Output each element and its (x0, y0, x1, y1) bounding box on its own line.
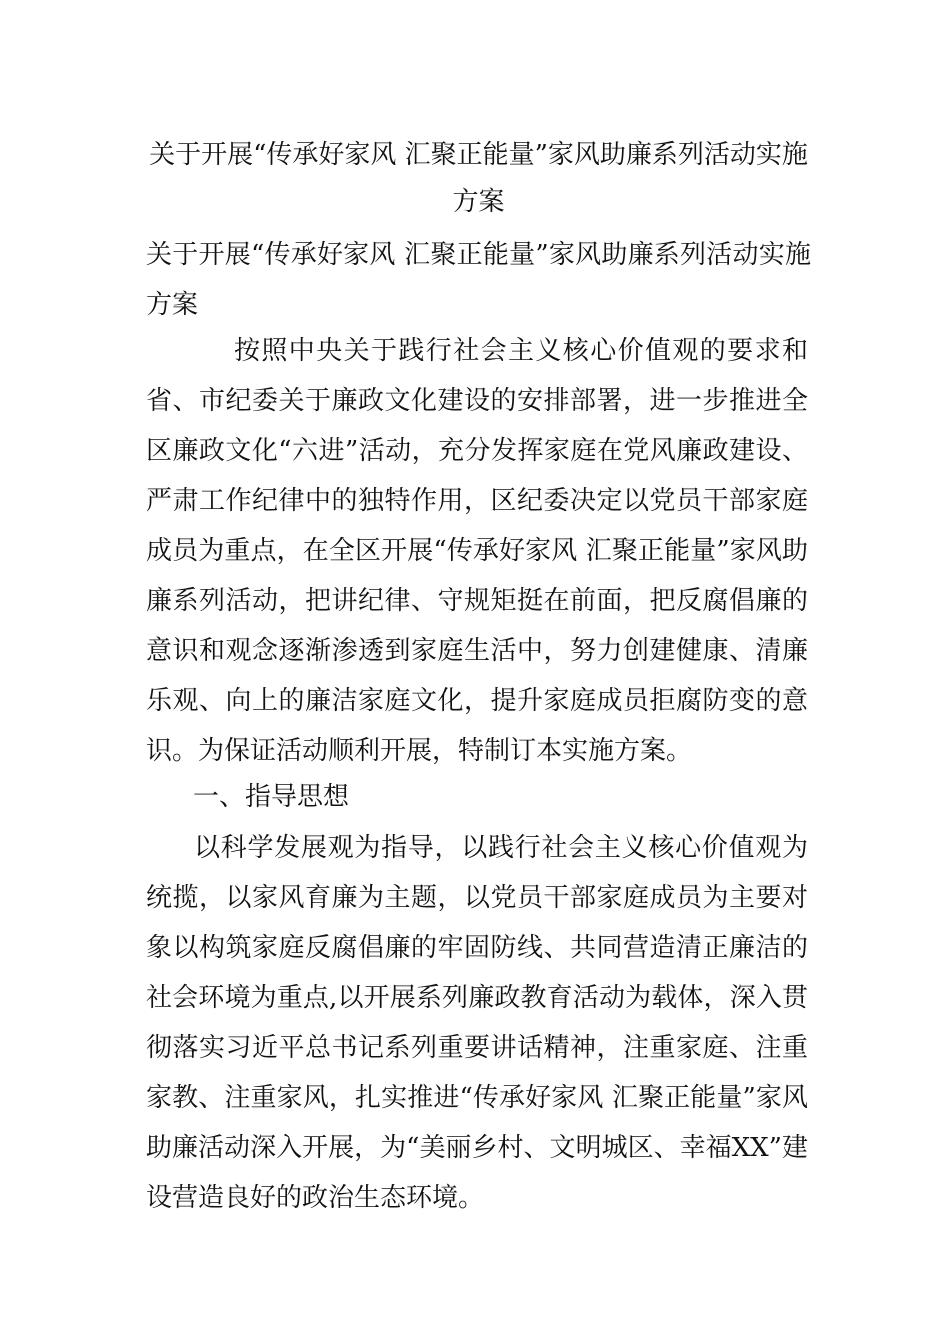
document-subtitle: 关于开展“传承好家风 汇聚正能量”家风助廉系列活动实施方案 (146, 240, 811, 320)
section-heading-guiding-ideology: 一、指导思想 (193, 782, 350, 812)
intro-paragraph: 按照中央关于践行社会主义核心价值观的要求和省、市纪委关于廉政文化建设的安排部署，进一步推进全区廉政文化“六进”活动，充分发挥家庭在党风廉政建设、严肃工作纪律中的独特作用，区纪委决定以党员干部家庭成员为重点，在全区开展“传承好家风 汇聚正能量”家风助廉系列活动，把讲纪律、守规矩挺在前面，把反腐倡廉的意识和观念逐渐渗透到家庭生活中，努力创建健康、清廉乐观、向上的廉洁家庭文化，提升家庭成员拒腐防变的意识。为保证活动顺利开展，特制订本实施方案。 (146, 336, 808, 766)
section-paragraph-guiding-ideology: 以科学发展观为指导，以践行社会主义核心价值观为统揽，以家风育廉为主题，以党员干部家庭成员为主要对象以构筑家庭反腐倡廉的牢固防线、共同营造清正廉洁的社会环境为重点,以开展系列廉政教育活动为载体，深入贯彻落实习近平总书记系列重要讲话精神，注重家庭、注重家教、注重家风，扎实推进“传承好家风 汇聚正能量”家风助廉活动深入开展，为“美丽乡村、文明城区、幸福XX”建设营造良好的政治生态环境。 (146, 833, 808, 1213)
document-title: 关于开展“传承好家风 汇聚正能量”家风助廉系列活动实施方案 (149, 140, 808, 217)
